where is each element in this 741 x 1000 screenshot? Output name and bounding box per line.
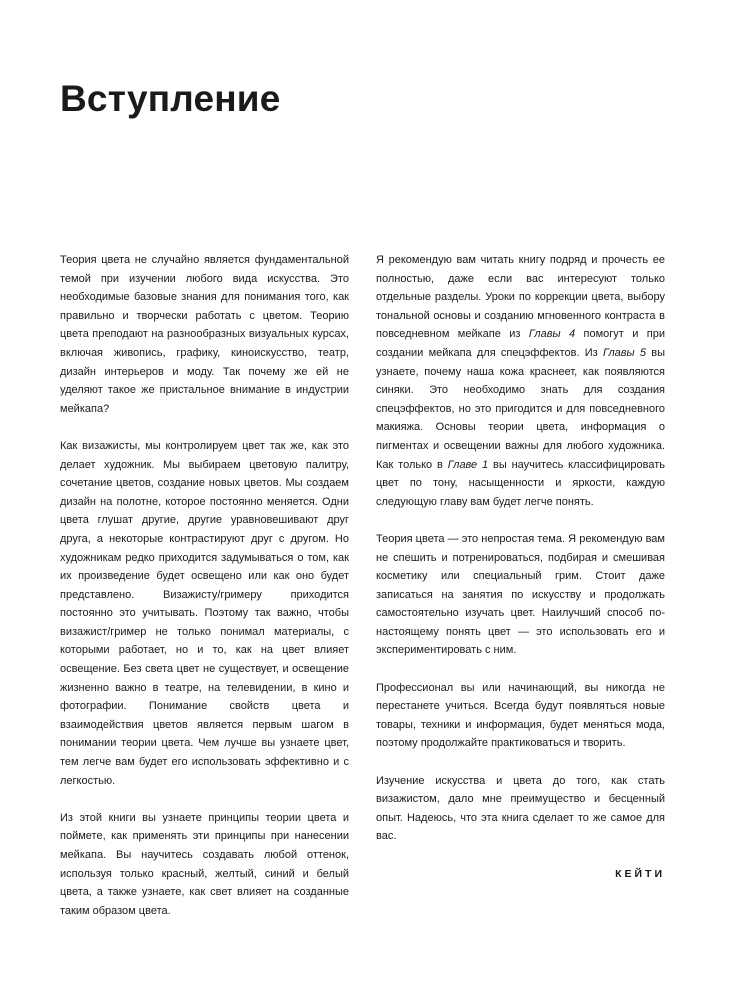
chapter-reference: Главы 5 — [602, 346, 646, 359]
paragraph: Из этой книги вы узнаете принципы теории цвета и поймете, как применять эти принципы при нанесении мейкапа. Вы научитесь создавать любой оттенок, используя только красный, желтый, синий и белый цвета, а также узнаете, как свет влияет на созданные таким образом цвета. — [60, 811, 349, 917]
text-run: вы узнаете, почему наша кожа краснеет, как появляются синяки. Это необходимо знать для создания спецэффектов, но это пригодится и для повседневного макияжа. Основы теории цвета, информация о пигментах и освещении важны для любого художника. Как только в — [376, 346, 665, 471]
page-title: Вступление — [60, 78, 281, 119]
paragraph: Теория цвета не случайно является фундаментальной темой при изучении любого вида искусства. Это необходимые базовые знания для понимания того, как правильно и творчески работать с цветом. Теорию цвета преподают на разнообразных визуальных курсах, включая живопись, графику, киноискусство, театр, дизайн интерьеров и моду. Так почему же ей не уделяют такое же пристальное внимание в индустрии мейкапа? — [60, 254, 349, 415]
paragraph — [376, 251, 665, 511]
chapter-reference: Главы 4 — [528, 328, 576, 341]
right-column — [376, 251, 665, 883]
paragraph: Изучение искусства и цвета до того, как стать визажистом, дало мне преимущество и бесценный опыт. Надеюсь, что эта книга сделает то же самое для вас. — [376, 774, 665, 843]
chapter-reference: Главе 1 — [447, 458, 489, 471]
text-run: вы научитесь классифицировать цвет по тону, насыщенности и яркости, каждую следующую главу вам будет легче понять. — [376, 458, 666, 508]
paragraph: Теория цвета — это непростая тема. Я рекомендую вам не спешить и потренироваться, подбирая и смешивая косметику или специальный грим. Стоит даже записаться на занятия по искусству и продолжать самостоятельно изучать цвет. Наилучший способ по-настоящему понять цвет — это использовать его и экспериментировать с ним. — [376, 532, 665, 657]
left-column — [60, 251, 349, 939]
paragraph: Как визажисты, мы контролируем цвет так же, как это делает художник. Мы выбираем цветовую палитру, сочетание цветов, создание новых цветов. Мы создаем дизайн на полотне, которое постоянно меняется. Одни цвета глушат другие, другие уравновешивают друг друга, а некоторые контрастируют друг с другом. Но художникам редко приходится задумываться о том, как их произведение будет освещено или как оно будет представлено. Визажисту/гримеру приходится постоянно это учитывать. Поэтому так важно, чтобы визажист/гример не только понимал материалы, с которыми работает, но и то, как на цвет влияет освещение. Без света цвет не существует, и освещение жизненно важно в театре, на телевидении, в кино и фотографии. Понимание свойств цвета и взаимодействия цветов является первым шагом в понимании теории цвета. Чем лучше вы узнаете цвет, тем легче вам будет его использовать эффективно и с легкостью. — [60, 439, 349, 787]
paragraph: Профессионал вы или начинающий, вы никогда не перестанете учиться. Всегда будут появляться новые товары, техники и информация, будет меняться мода, поэтому продолжайте практиковаться и творить. — [376, 681, 665, 750]
author-signature: КЕЙТИ — [615, 867, 665, 880]
text-run: Я рекомендую вам читать книгу подряд и прочесть ее полностью, даже если вас интересуют только отдельные разделы. Уроки по коррекции цвета, выбору тональной основы и созданию мгновенного контраста в повседневном мейкапе из — [376, 254, 665, 341]
text-run: помогут и при создании мейкапа для спецэффектов. Из — [376, 328, 666, 359]
